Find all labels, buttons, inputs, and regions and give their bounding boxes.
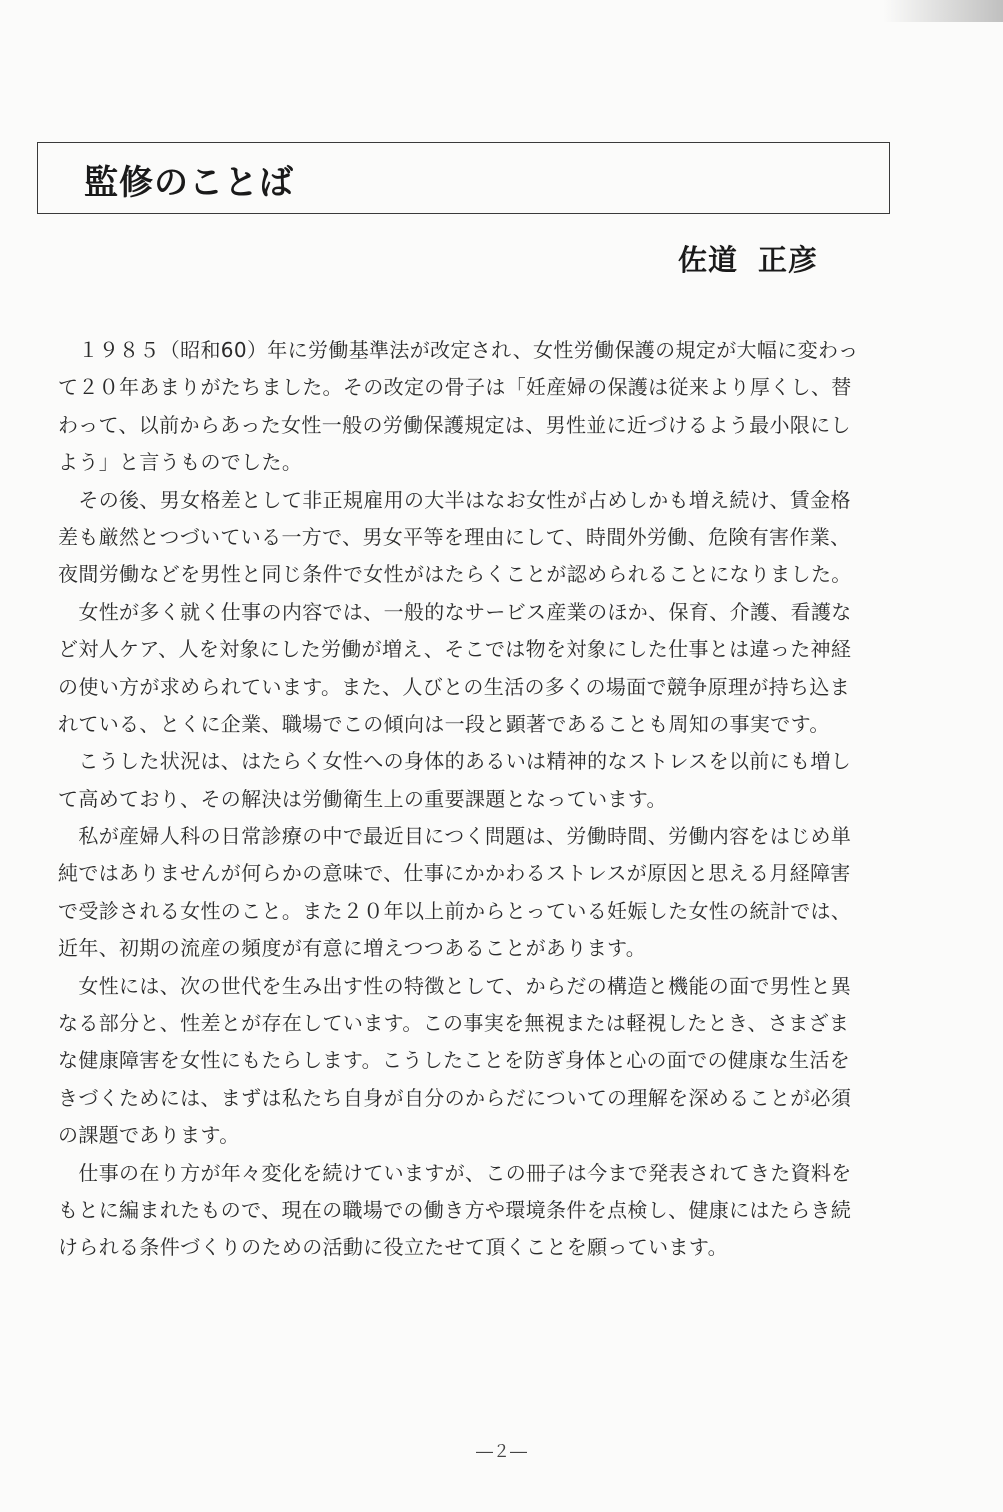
page-number: ―２― bbox=[476, 1442, 527, 1462]
body-line: 仕事の在り方が年々変化を続けていますが、この冊子は今まで発表されてきた資料を bbox=[58, 1160, 852, 1185]
body-text bbox=[58, 332, 894, 1267]
body-line: よう」と言うものでした。 bbox=[58, 450, 303, 475]
body-line: もとに編まれたもので、現在の職場での働き方や環境条件を点検し、健康にはたらき続 bbox=[58, 1197, 852, 1222]
scan-edge-shadow bbox=[883, 0, 1003, 22]
body-line: その後、男女格差として非正規雇用の大半はなお女性が占めしかも増え続け、賃金格 bbox=[58, 487, 851, 512]
body-line: 純ではありませんが何らかの意味で、仕事にかかわるストレスが原因と思える月経障害 bbox=[58, 861, 851, 886]
body-line: わって、以前からあった女性一般の労働保護規定は、男性並に近づけるよう最小限にし bbox=[58, 412, 851, 437]
body-line: て２０年あまりがたちました。その改定の骨子は「妊産婦の保護は従来より厚くし、替 bbox=[58, 375, 852, 400]
body-line: 女性には、次の世代を生み出す性の特徴として、からだの構造と機能の面で男性と異 bbox=[58, 973, 852, 998]
body-line: 差も厳然とつづいている一方で、男女平等を理由にして、時間外労働、危険有害作業、 bbox=[58, 524, 851, 549]
body-line: １９８５（昭和60）年に労働基準法が改定され、女性労働保護の規定が大幅に変わっ bbox=[58, 338, 859, 362]
author-name bbox=[678, 238, 818, 279]
body-line: けられる条件づくりのための活動に役立たせて頂くことを願っています。 bbox=[58, 1235, 728, 1260]
body-line: 夜間労働などを男性と同じ条件で女性がはたらくことが認められることになりました。 bbox=[58, 562, 852, 587]
body-line: な健康障害を女性にもたらします。こうしたことを防ぎ身体と心の面での健康な生活を bbox=[58, 1048, 851, 1073]
author-given-name: 正彦 bbox=[758, 243, 819, 277]
body-line: の課題であります。 bbox=[58, 1123, 240, 1148]
title-box bbox=[37, 142, 890, 214]
body-line: なる部分と、性差とが存在しています。この事実を無視または軽視したとき、さまざま bbox=[58, 1011, 850, 1036]
body-line: きづくためには、まずは私たち自身が自分のからだについての理解を深めることが必須 bbox=[58, 1085, 852, 1110]
body-line: れている、とくに企業、職場でこの傾向は一段と顕著であることも周知の事実です。 bbox=[58, 711, 830, 736]
body-line: て高めており、その解決は労働衛生上の重要課題となっています。 bbox=[58, 786, 667, 811]
body-line: の使い方が求められています。また、人びとの生活の多くの場面で競争原理が持ち込ま bbox=[58, 674, 851, 699]
page-title: 監修のことば bbox=[84, 163, 294, 203]
body-line: 女性が多く就く仕事の内容では、一般的なサービス産業のほか、保育、介護、看護な bbox=[58, 599, 852, 624]
body-line: で受診される女性のこと。また２０年以上前からとっている妊娠した女性の統計では、 bbox=[58, 898, 852, 923]
author-family-name: 佐道 bbox=[678, 243, 739, 277]
body-line: 私が産婦人科の日常診療の中で最近目につく問題は、労働時間、労働内容をはじめ単 bbox=[58, 824, 852, 849]
body-line: 近年、初期の流産の頻度が有意に増えつつあることがあります。 bbox=[58, 936, 647, 961]
body-line: こうした状況は、はたらく女性への身体的あるいは精神的なストレスを以前にも増し bbox=[58, 749, 852, 774]
body-line: ど対人ケア、人を対象にした労働が増え、そこでは物を対象にした仕事とは違った神経 bbox=[58, 637, 852, 662]
